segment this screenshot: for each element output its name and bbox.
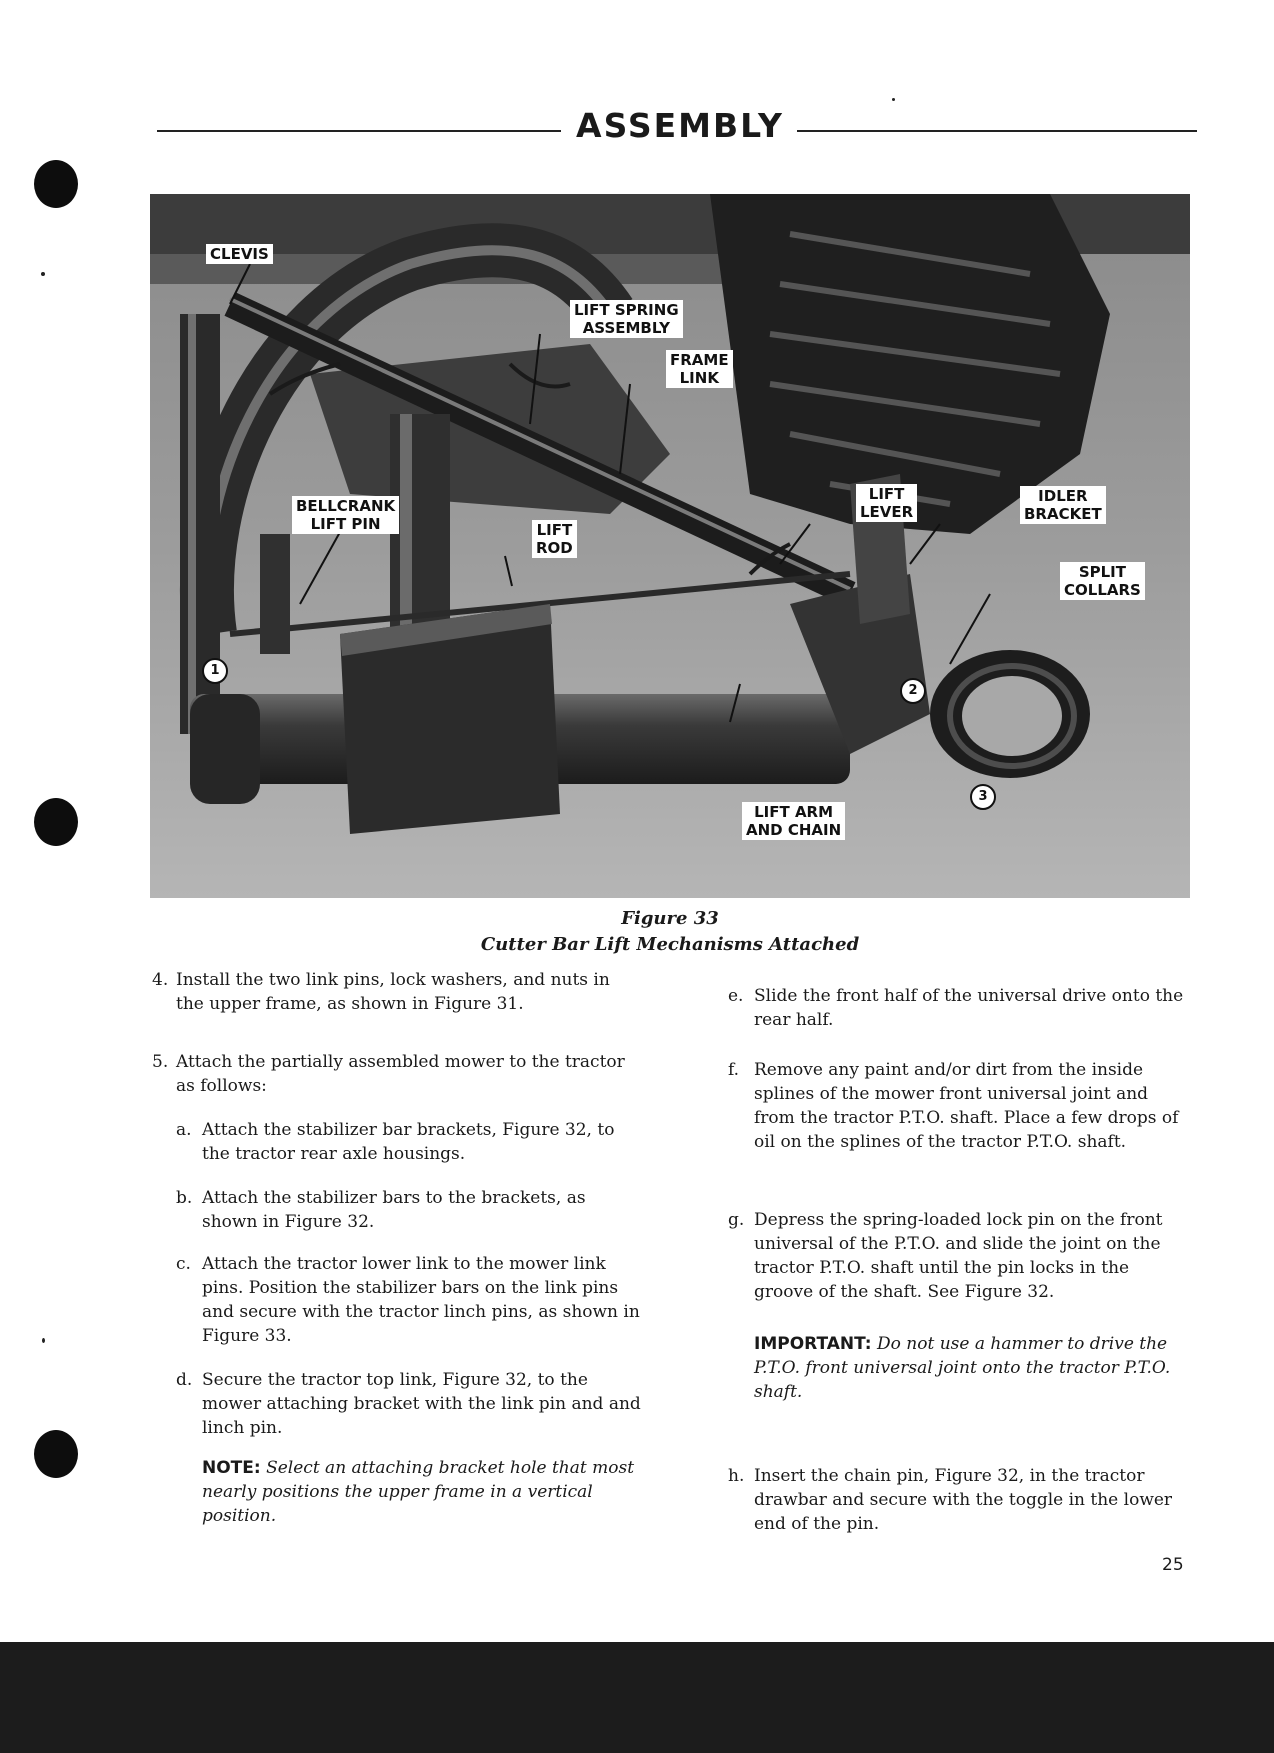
step-5g-label: g. [728,1210,745,1230]
scan-bottom-edge [0,1642,1274,1753]
figure-photo [150,194,1190,898]
scan-speck [892,98,895,101]
step-5b-text: Attach the stabilizer bars to the brackets, as shown in Figure 32. [202,1188,586,1232]
callout-clevis: CLEVIS [206,244,273,264]
step-5c-label: c. [176,1254,191,1274]
figure-number: Figure 33 [621,908,719,929]
binder-hole-middle [34,798,78,846]
important-label: IMPORTANT: [754,1334,872,1354]
callout-lift-rod: LIFT ROD [532,520,577,558]
scan-speck [41,272,45,276]
right-column [728,984,1190,1544]
step-5c-text: Attach the tractor lower link to the mower link pins. Position the stabilizer bars on the link pins and secure with the tractor linch pins, as shown in Figure 33. [202,1254,640,1346]
important-text: Do not use a hammer to drive the P.T.O. front universal joint onto the tractor P.T.O. shaft. [754,1334,1171,1402]
callout-lift-lever: LIFT LEVER [856,484,917,522]
callout-idler-bracket: IDLER BRACKET [1020,486,1106,524]
step-5e-label: e. [728,986,744,1006]
marker-2: 2 [900,678,926,704]
page-number: 25 [1162,1555,1184,1575]
step-5d-label: d. [176,1370,193,1390]
header-rule-right [797,130,1197,132]
step-5g-text: Depress the spring-loaded lock pin on the front universal of the P.T.O. and slide the joint on the tractor P.T.O. shaft until the pin locks in the groove of the shaft. See Figure 32. [754,1210,1163,1302]
left-column [152,968,642,1538]
section-title: ASSEMBLY [576,106,784,145]
step-4-text: Install the two link pins, lock washers, and nuts in the upper frame, as shown in Figure 31. [176,970,610,1014]
step-5-label: 5. [152,1052,169,1072]
marker-3: 3 [970,784,996,810]
note-text: Select an attaching bracket hole that most nearly positions the upper frame in a vertical position. [202,1458,635,1526]
callout-split-collars: SPLIT COLLARS [1060,562,1145,600]
step-5h-label: h. [728,1466,745,1486]
section-header [157,104,1197,152]
step-5a-text: Attach the stabilizer bar brackets, Figure 32, to the tractor rear axle housings. [202,1120,615,1164]
callout-bellcrank-lift-pin: BELLCRANK LIFT PIN [292,496,399,534]
header-rule-left [157,130,561,132]
step-5a-label: a. [176,1120,192,1140]
callout-lift-arm-and-chain: LIFT ARM AND CHAIN [742,802,845,840]
scan-speck [42,1338,45,1343]
step-5f-label: f. [728,1060,740,1080]
note-label: NOTE: [202,1458,261,1478]
step-5h-text: Insert the chain pin, Figure 32, in the tractor drawbar and secure with the toggle in the lower end of the pin. [754,1466,1173,1534]
callout-frame-link: FRAME LINK [666,350,733,388]
callout-lift-spring-assembly: LIFT SPRING ASSEMBLY [570,300,683,338]
binder-hole-top [34,160,78,208]
note-block [202,1456,642,1528]
important-block [754,1332,1190,1404]
step-5d-text: Secure the tractor top link, Figure 32, to the mower attaching bracket with the link pin and and linch pin. [202,1370,641,1438]
step-5-text: Attach the partially assembled mower to the tractor as follows: [176,1052,625,1096]
step-5e-text: Slide the front half of the universal drive onto the rear half. [754,986,1184,1030]
step-5b-label: b. [176,1188,193,1208]
marker-1: 1 [202,658,228,684]
figure-caption: Cutter Bar Lift Mechanisms Attached [480,934,860,955]
step-5f-text: Remove any paint and/or dirt from the inside splines of the mower front universal joint and from the tractor P.T.O. shaft. Place a few drops of oil on the splines of the tractor P.T.O. shaft. [754,1060,1179,1152]
binder-hole-bottom [34,1430,78,1478]
step-4-label: 4. [152,970,169,990]
